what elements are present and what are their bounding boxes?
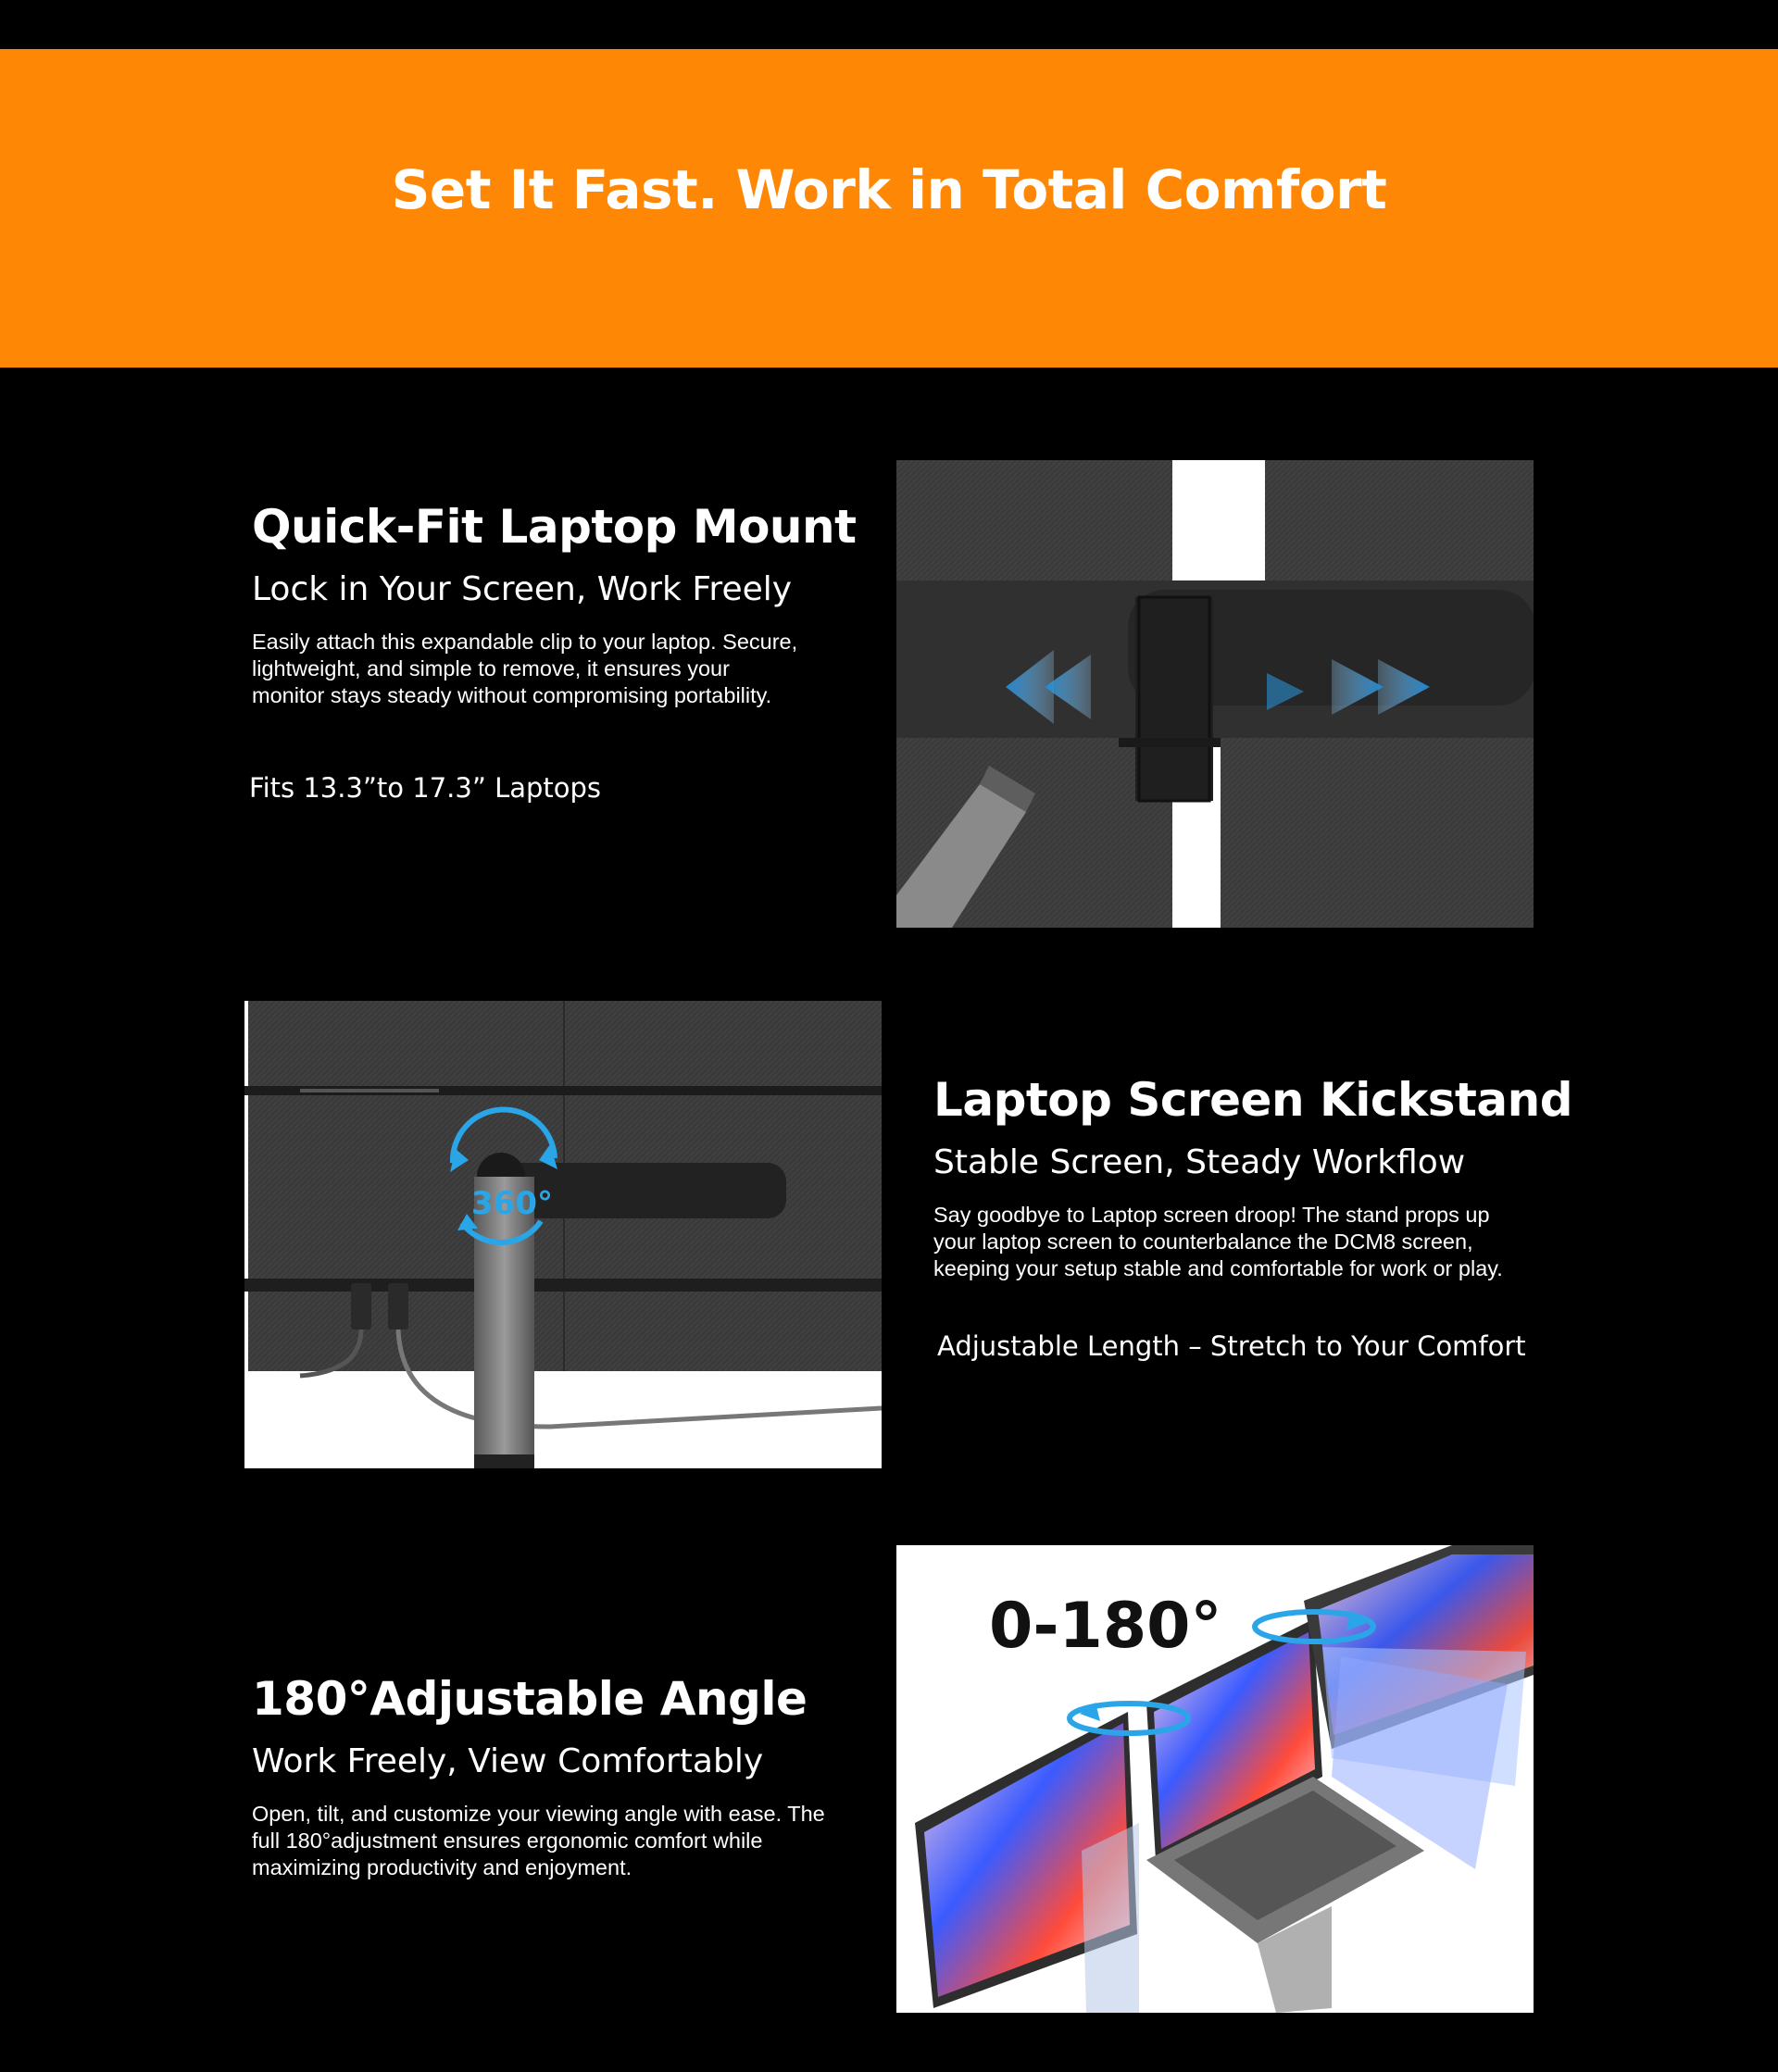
section-quick-fit (249, 500, 857, 804)
section-title: 180°Adjustable Angle (252, 1672, 808, 1726)
section-kickstand (933, 1073, 1582, 1362)
section-subtitle: Work Freely, View Comfortably (252, 1742, 764, 1780)
angle-range-label: 0-180° (989, 1590, 1222, 1663)
section-feature: Adjustable Length – Stretch to Your Comfort (937, 1330, 1526, 1362)
rotation-label: 360° (471, 1185, 553, 1222)
kickstand-photo (244, 1001, 882, 1468)
section-subtitle: Lock in Your Screen, Work Freely (252, 570, 793, 608)
adjustable-angle-photo (896, 1545, 1534, 2013)
section-title: Laptop Screen Kickstand (933, 1073, 1573, 1127)
laptop-mount-photo (896, 460, 1534, 928)
section-description: Easily attach this expandable clip to your laptop. Secure, lightweight, and simple to remove, it ensures your monitor stays steady without compromising portability. (252, 630, 798, 707)
section-description: Open, tilt, and customize your viewing angle with ease. The full 180°adjustment ensures ergonomic comfort while maximizing productivity and enjoyment. (252, 1802, 825, 1879)
section-description: Say goodbye to Laptop screen droop! The stand props up your laptop screen to counterbalance the DCM8 screen, keeping your setup stable and comfortable for work or play. (933, 1203, 1503, 1280)
section-title: Quick-Fit Laptop Mount (252, 500, 857, 554)
section-feature: Fits 13.3”to 17.3” Laptops (249, 772, 602, 804)
banner-title: Set It Fast. Work in Total Comfort (391, 158, 1387, 221)
section-subtitle: Stable Screen, Steady Workflow (933, 1143, 1466, 1181)
hero-banner (0, 49, 1778, 368)
section-angle (252, 1672, 845, 1881)
